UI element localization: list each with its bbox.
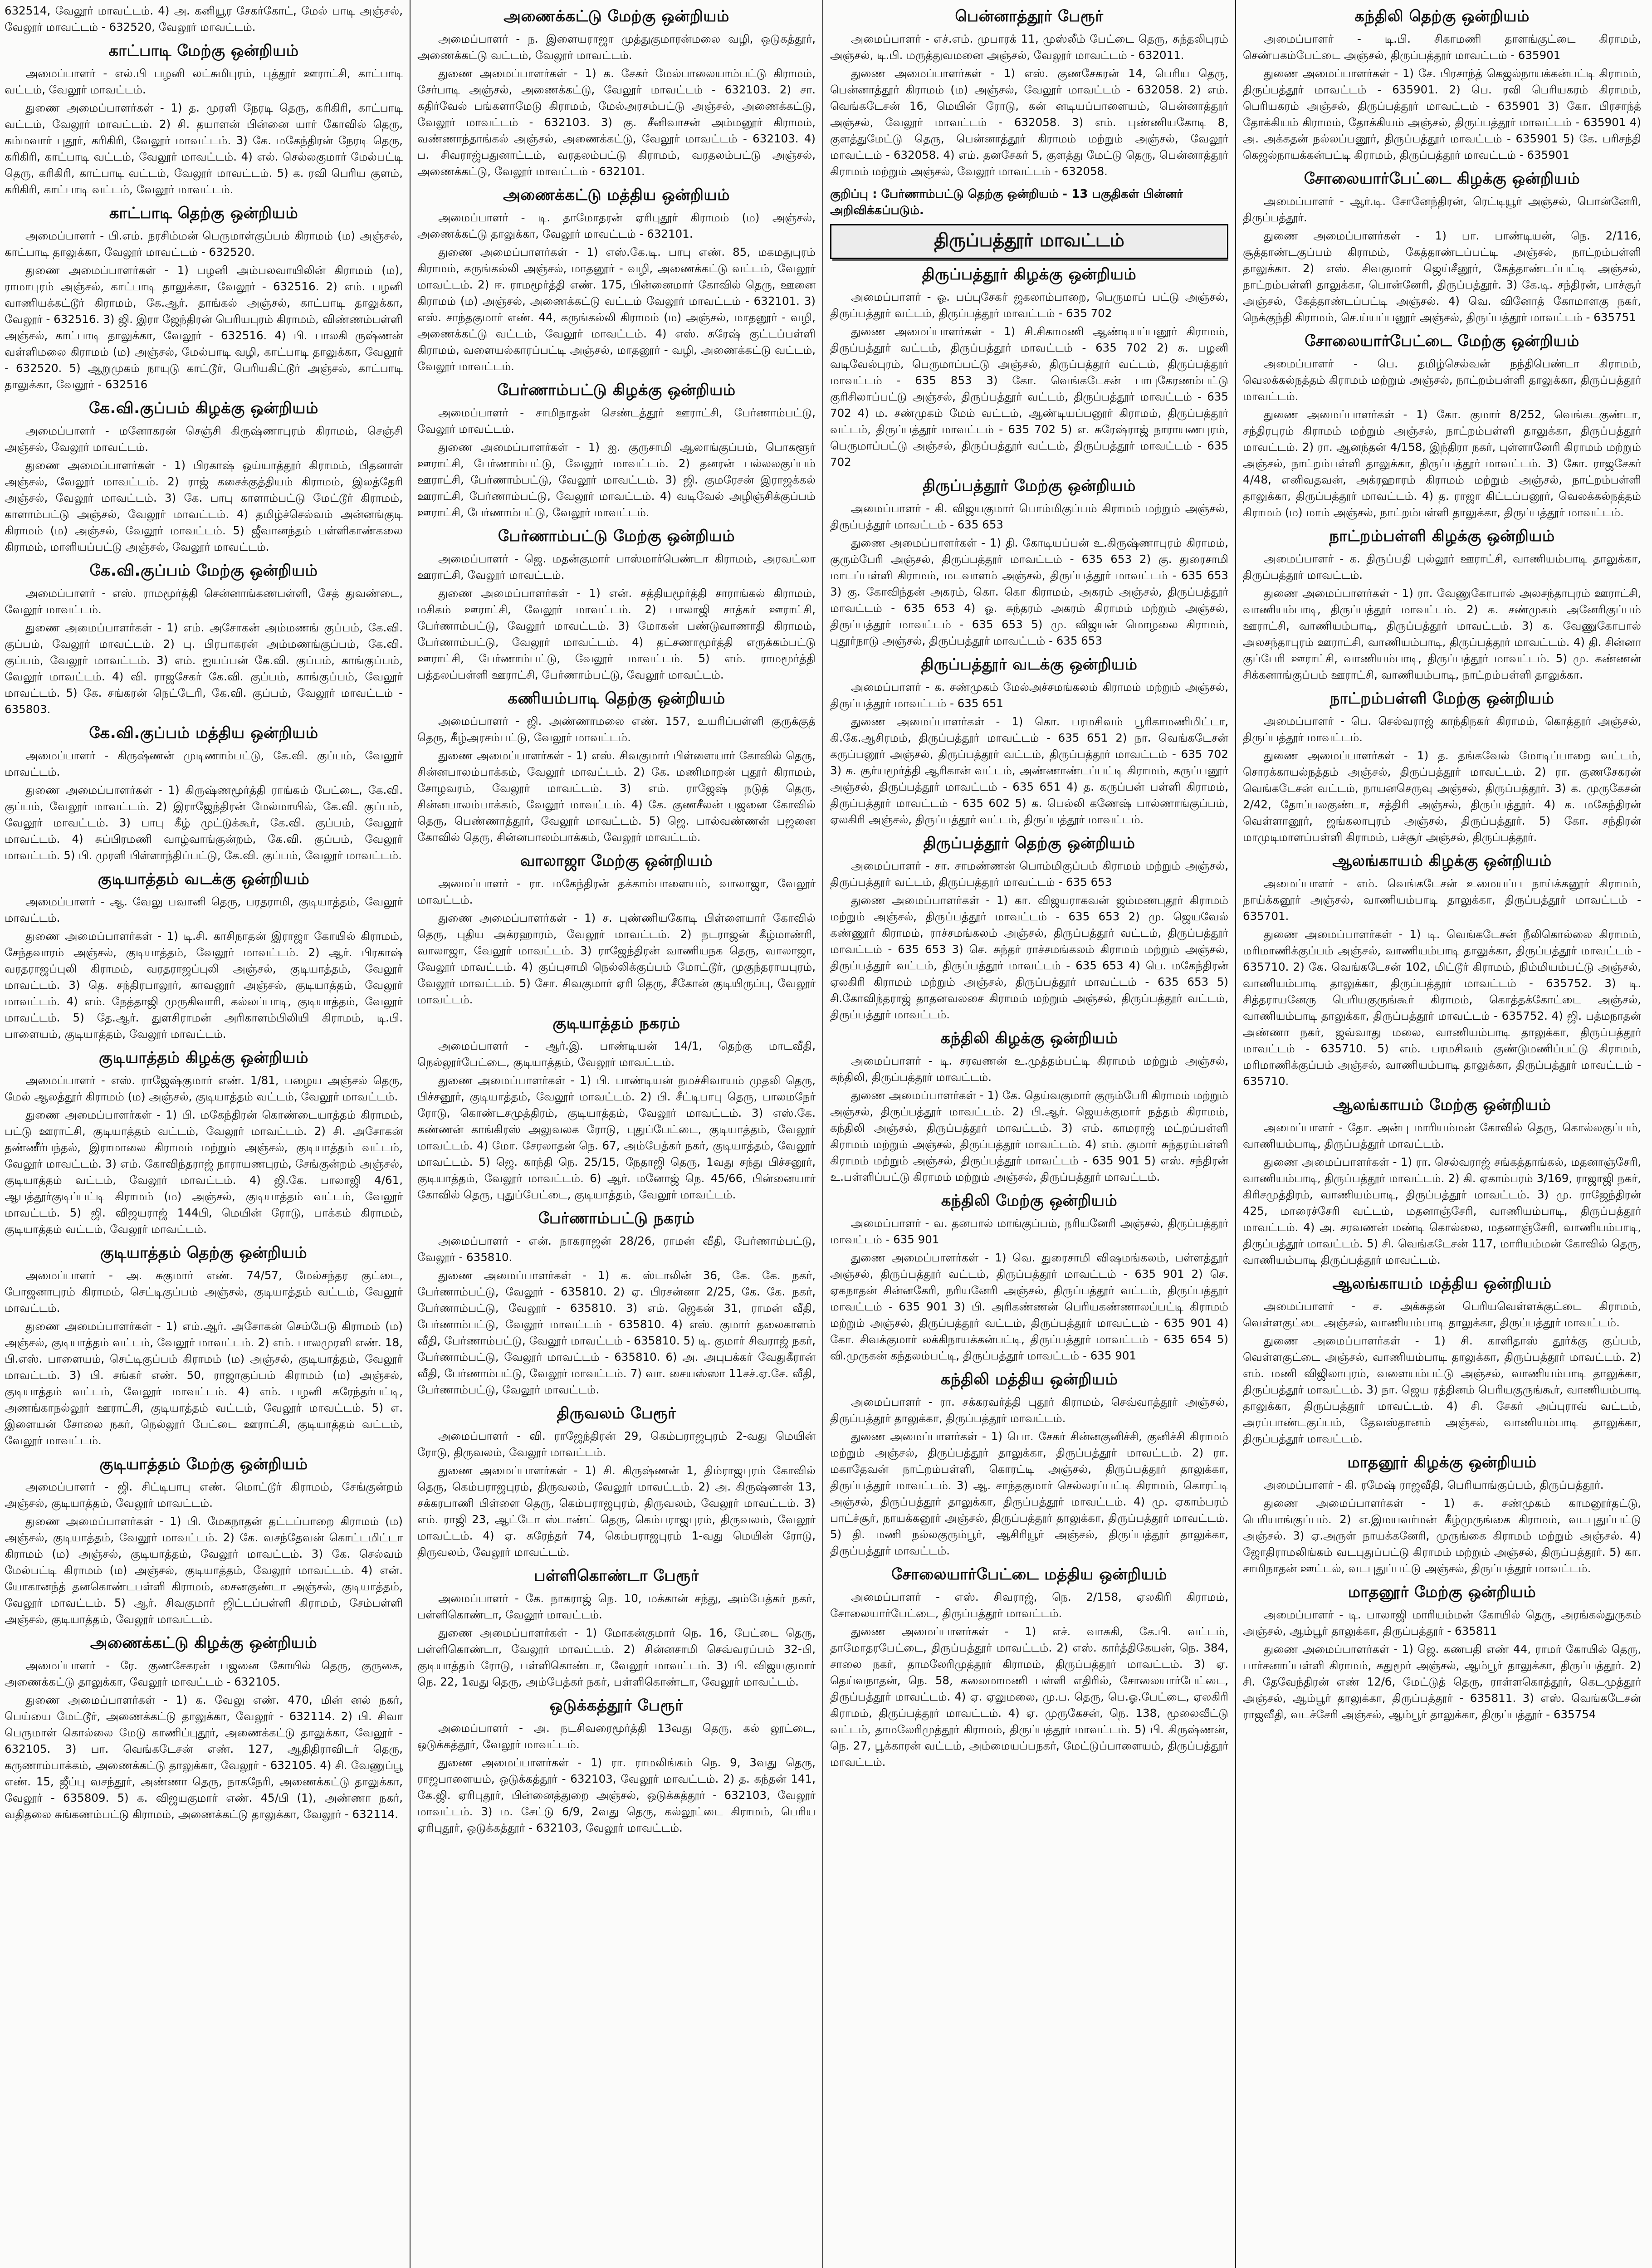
organizer-text: அமைப்பாளர் - எச்.எம். முபாரக் 11, முஸ்லீம் பேட்டை தெரு, சுந்தலிபுரம் அஞ்சல், டி.பி. மருத்துவமனை அஞ்சல், வேலூர் மாவட்டம் - 632011.	[830, 32, 1228, 62]
organizer-text: அமைப்பாளர் - ஓ. பப்புசேகர் ஜகலாம்பாறை, பெருமாப் பட்டு அஞ்சல், திருப்பத்தூர் வட்டம், திருப்பத்தூர் மாவட்டம் - 635 702	[830, 290, 1228, 320]
section	[417, 852, 816, 1008]
deputy-organizers-text: துணை அமைப்பாளர்கள் - 1) பி. மேகநாதன் தட்டப்பாறை கிராமம் (ம) அஞ்சல், குடியாத்தம், வேலூர் மாவட்டம். 2) கே. வசந்தேவன் கொட்டமிட்டா கிராமம் (ம) அஞ்சல், குடியாத்தம், வேலூர் மாவட்டம். 3) கே. செல்வம் மேல்பட்டி கிராமம் (ம) அஞ்சல், குடியாத்தம், வேலூர் மாவட்டம். 4) என். யோகானந்த் தனகொண்டபள்ளி கிராமம், சைனகுண்டா அஞ்சல், குடியாத்தம், வேலூர் மாவட்டம். 5) ஆர். சிவகுமார் ஜிட்டப்பள்ளி கிராமம், சேம்பள்ளி அஞ்சல், குடியாத்தம், வேலூர் மாவட்டம்.	[5, 1515, 403, 1626]
deputy-organizers-text: துணை அமைப்பாளர்கள் - 1) சி.சிகாமணி ஆண்டியப்பனூர் கிராமம், திருப்பத்தூர் வட்டம், திருப்பத்தூர் மாவட்டம் - 635 702 2) சு. பழனி வடிவேல்புரம், பெருமாப்பட்டு அஞ்சல், திருப்பத்தூர் வட்டம், திருப்பத்தூர் மாவட்டம் - 635 853 3) கோ. வெங்கடேசன் பாபுகேரணம்பட்டு குரிசிலாப்பட்டு அஞ்சல், திருப்பத்தூர் வட்டம், திருப்பத்தூர் மாவட்டம் - 635 702 4) ம. சண்முகம் மேம் வட்டம், ஆண்டியப்பனூர் கிராமம், திருப்பத்தூர் வட்டம், திருப்பத்தூர் மாவட்டம் - 635 702 5) எ. சுரேஷ்ராஜ் நாராயணபுரம், பெருமாப்பட்டு அஞ்சல், திருப்பத்தூர் வட்டம், திருப்பத்தூர் மாவட்டம் - 635 702	[830, 325, 1228, 469]
deputy-organizers-text: துணை அமைப்பாளர்கள் - 1) ரா. செல்வராஜ் சங்கத்தாங்கல், மதனாஞ்சேரி, வாணியம்பாடி, திருப்பத்தூர் மாவட்டம். 2) கி. ஏகாம்பரம் 3/169, ராஜாஜி நகர், கிரிசமுத்திரம், வாணியம்பாடி, திருப்பத்தூர் மாவட்டம். 3) மு. ராஜேந்திரன் 425, மாரைச்சேரி வட்டம், மதனாஞ்சேரி, வாணியம்பாடி, திருப்பத்தூர் மாவட்டம். 4) அ. சரவணன் மண்டி கொல்லை, மதனாஞ்சேரி, வாணியம்பாடி, திருப்பத்தூர் மாவட்டம். 5) சி. வெங்கடேசன் 117, மாரியம்மன் கோவில் தெரு, வாணியம்பாடி திருப்பத்தூர் மாவட்டம்.	[1243, 1155, 1641, 1266]
column-3	[830, 3, 1228, 2268]
column-divider	[1235, 0, 1236, 2268]
organizer-text: அமைப்பாளர் - ஜி. அண்ணாமலை எண். 157, உயரிப்பள்ளி குருக்குத் தெரு, கீழ்அரசம்பட்டு, வேலூர் மாவட்டம்.	[417, 714, 816, 744]
section	[5, 724, 403, 864]
section	[1243, 332, 1641, 521]
organizer-text: அமைப்பாளர் - ரா. சக்கரவர்த்தி புதூர் கிராமம், செவ்வாத்தூர் அஞ்சல், திருப்பத்தூர் தாலுக்கா, திருப்பத்தூர் மாவட்டம்.	[830, 1395, 1228, 1425]
deputy-organizers-text: துணை அமைப்பாளர்கள் - 1) எம்.ஆர். அசோகன் செம்பேடு கிராமம் (ம) அஞ்சல், குடியாத்தம் வட்டம், வேலூர் மாவட்டம். 2) எம். பாலமுரளி எண். 18, பி.எஸ். பாளையம், செட்டிகுப்பம் கிராமம் (ம) அஞ்சல், குடியாத்தம், வேலூர் மாவட்டம். 3) பி. சங்கர் எண். 50, ராஜாகுப்பம் கிராமம் (ம) அஞ்சல், குடியாத்தம் வட்டம், வேலூர் மாவட்டம். 4) எம். பழனி சுரேந்தர்பட்டி, அணங்காநல்லூர் ஊராட்சி, குடியாத்தம் வட்டம், வேலூர் மாவட்டம். 5) எ. இளையன் சோலை நகர், நெல்லூர் பேட்டை ஊராட்சி, குடியாத்தம் வட்டம், வேலூர் மாவட்டம்.	[5, 1320, 403, 1447]
section	[417, 689, 816, 846]
note-text: குறிப்பு : பேர்ணாம்பட்டு தெற்கு ஒன்றியம் - 13 பகுதிகள் பின்னர் அறிவிக்கப்படும்.	[830, 187, 1183, 217]
section-title: ஒடுக்கத்தூர் பேரூர்	[549, 1696, 684, 1715]
section	[830, 834, 1228, 1023]
organizer-text: அமைப்பாளர் - கி. விஜயகுமார் பொம்மிகுப்பம் கிராமம் மற்றும் அஞ்சல், திருப்பத்தூர் மாவட்டம் - 635 653	[830, 502, 1228, 531]
section	[5, 399, 403, 555]
section-title: திருப்பத்தூர் கிழக்கு ஒன்றியம்	[922, 265, 1137, 284]
deputy-organizers-text: துணை அமைப்பாளர்கள் - 1) என். சத்தியமூர்த்தி சாராங்கல் கிராமம், மசிகம் ஊராட்சி, வேலூர் மாவட்டம். 2) பாலாஜி சாத்கர் ஊராட்சி, பேர்ணாம்பட்டு, வேலூர் மாவட்டம். 3) மோகன் பண்டுவாணாதி கிராமம், பேர்ணாம்பட்டு, வேலூர் மாவட்டம். 4) தட்சணாமூர்த்தி எருக்கம்பட்டு ஊராட்சி, பேர்ணாம்பட்டு, வேலூர் மாவட்டம். 5) எம். ராமமூர்த்தி பத்தலப்பள்ளி ஊராட்சி, பேர்ணாம்பட்டு, வேலூர் மாவட்டம்.	[417, 587, 816, 681]
organizer-text: அமைப்பாளர் - எம். வெங்கடேசன் உமையப்ப நாய்க்கனூர் கிராமம், நாய்க்கனூர் அஞ்சல், வாணியம்பாடி தாலுக்கா, திருப்பத்தூர் மாவட்டம் - 635701.	[1243, 877, 1641, 923]
deputy-organizers-text: துணை அமைப்பாளர்கள் - 1) வெ. துரைசாமி விஷமங்கலம், பள்ளத்தூர் அஞ்சல், திருப்பத்தூர் வட்டம், திருப்பத்தூர் மாவட்டம் - 635 901 2) செ. ஏகநாதன் சின்னகேரி, நரியனேரி அஞ்சல், திருப்பத்தூர் வட்டம், திருப்பத்தூர் மாவட்டம் - 635 901 3) பி. அரிகண்ணன் பெரியகண்ணாலப்பட்டி கிராமம் மற்றும் அஞ்சல், திருப்பத்தூர் வட்டம், திருப்பத்தூர் மாவட்டம் - 635 901 4) கோ. சிவக்குமார் லக்கிநாயக்கன்பட்டி, திருப்பத்தூர் மாவட்டம் - 635 654 5) வி.முருகன் கந்தலம்பட்டி, திருப்பத்தூர் மாவட்டம் - 635 901	[830, 1251, 1228, 1362]
deputy-organizers-text: துணை அமைப்பாளர்கள் - 1) ஐ. குருசாமி ஆலாங்குப்பம், பொகளூர் ஊராட்சி, பேர்ணாம்பட்டு, வேலூர் மாவட்டம். 2) தனரன் பல்லலகுப்பம் ஊராட்சி, பேர்ணாம்பட்டு, வேலூர் மாவட்டம். 3) ஜி. குமரேசன் இராஜக்கல் ஊராட்சி, பேர்ணாம்பட்டு, வேலூர் மாவட்டம். 4) வடிவேல் அழிஞ்சிக்குப்பம் ஊராட்சி, பேர்ணாம்பட்டு, வேலூர் மாவட்டம்.	[417, 440, 816, 519]
section-title: கந்திலி தெற்கு ஒன்றியம்	[1354, 7, 1530, 25]
section	[5, 204, 403, 393]
organizer-text: அமைப்பாளர் - என். நாகராஜன் 28/26, ராமன் வீதி, பேர்ணாம்பட்டு, வேலூர் - 635810.	[417, 1234, 816, 1264]
organizer-text: அமைப்பாளர் - ஜி. சிட்டிபாபு எண். மொட்டூர் கிராமம், சேங்குன்றம் அஞ்சல், குடியாத்தம், வேலூர் மாவட்டம்.	[5, 1480, 403, 1510]
organizer-text: அமைப்பாளர் - ஆ. வேலு பவானி தெரு, பரதராமி, குடியாத்தம், வேலூர் மாவட்டம்.	[5, 895, 403, 924]
section-title: பேர்ணாம்பட்டு மேற்கு ஒன்றியம்	[498, 527, 735, 545]
section-title: நாட்றம்பள்ளி கிழக்கு ஒன்றியம்	[1329, 527, 1555, 545]
section-title: அணைக்கட்டு மத்திய ஒன்றியம்	[503, 186, 730, 204]
organizer-text: அமைப்பாளர் - ந. இளையராஜா முத்துகுமாரன்மலை வழி, ஒடுகத்தூர், அணைக்கட்டு வட்டம், வேலூர் மாவட்டம்.	[417, 32, 816, 62]
section	[417, 381, 816, 521]
organizer-text: அமைப்பாளர் - தோ. அன்பு மாரியம்மன் கோவில் தெரு, கொல்லகுப்பம், வாணியம்பாடி, திருப்பத்தூர் மாவட்டம்.	[1243, 1121, 1641, 1150]
organizer-text: அமைப்பாளர் - சாமிநாதன் செண்டத்தூர் ஊராட்சி, பேர்ணாம்பட்டு, வேலூர் மாவட்டம்.	[417, 406, 816, 435]
organizer-text: அமைப்பாளர் - எஸ். ராமமூர்த்தி சென்னாங்கணபள்ளி, சேத் துவண்டை, வேலூர் மாவட்டம்.	[5, 587, 403, 616]
section-title: ஆலங்காயம் மத்திய ஒன்றியம்	[1332, 1275, 1552, 1293]
column-divider	[822, 0, 823, 2268]
deputy-organizers-text: துணை அமைப்பாளர்கள் - 1) பழனி அம்பலவாயிலின் கிராமம் (ம), ராமாபுரம் அஞ்சல், காட்பாடி தாலுக்கா, வேலூர் - 632516. 2) எம். பழனி வாணியக்கட்டூர் கிராமம், கே.ஆர். தாங்கல் அஞ்சல், காட்பாடி தாலுக்கா, வேலூர் - 632516. 3) ஜி. இரா ஜேந்திரன் பெரியபுரம் கிராமம், விண்ணம்பள்ளி அஞ்சல், காட்பாடி தாலுக்கா, வேலூர் - 632516. 4) பி. பாலகி ருஷ்ணன் வள்ளிமலை கிராமம் (ம) அஞ்சல், மேல்பாடி வழி, காட்பாடி தாலுக்கா, வேலூர் - 632520. 5) ஆறுமுகம் நாயுடு காட்டூர், பெரியகிட்டூர் அஞ்சல், காட்பாடி தாலுக்கா, வேலூர் - 632516	[5, 264, 403, 391]
organizer-text: அமைப்பாளர் - டி.பி. சிகாமணி தாளங்குட்டை கிராமம், செண்பகம்பேட்டை அஞ்சல், திருப்பத்தூர் மாவட்டம் - 635901	[1243, 32, 1641, 62]
section-title: குடியாத்தம் மேற்கு ஒன்றியம்	[99, 1455, 308, 1473]
section-title: கந்திலி கிழக்கு ஒன்றியம்	[940, 1029, 1118, 1047]
organizer-text: அமைப்பாளர் - அ. சுகுமார் எண். 74/57, மேல்சந்தர குட்டை, போஜனாபுரம் கிராமம், செட்டிகுப்பம் அஞ்சல், குடியாத்தம் வட்டம், வேலூர் மாவட்டம்.	[5, 1269, 403, 1315]
organizer-text: அமைப்பாளர் - பெ. செல்வராஜ் காந்திநகர் கிராமம், கொத்தூர் அஞ்சல், திருப்பத்தூர் மாவட்டம்.	[1243, 714, 1641, 744]
section	[5, 42, 403, 198]
section-title: நாட்றம்பள்ளி மேற்கு ஒன்றியம்	[1329, 689, 1554, 708]
section	[417, 1014, 816, 1203]
organizer-text: அமைப்பாளர் - ஜெ. மதன்குமார் பாஸ்மார்பெண்டா கிராமம், அரவட்லா ஊராட்சி, வேலூர் மாவட்டம்.	[417, 552, 816, 582]
section	[417, 1404, 816, 1560]
organizer-text: அமைப்பாளர் - க. சண்முகம் மேல்அச்சமங்கலம் கிராமம் மற்றும் அஞ்சல், திருப்பத்தூர் மாவட்டம் - 635 651	[830, 680, 1228, 710]
section-title: காட்பாடி மேற்கு ஒன்றியம்	[108, 42, 299, 60]
section-title: திருப்பத்தூர் மேற்கு ஒன்றியம்	[923, 477, 1136, 495]
section	[417, 186, 816, 375]
deputy-organizers-text: துணை அமைப்பாளர்கள் - 1) த. தங்கவேல் மோடிப்பாறை வட்டம், சொரக்காயல்நத்தம் அஞ்சல், திருப்பத்தூர் மாவட்டம். 2) ரா. குணசேகரன் வெங்கடேசன் வட்டம், நாயனசெருவு அஞ்சல், திருப்பத்தூர். 3) க. முருகேசன் 2/42, தோப்பலகுண்டா, சத்திரி அஞ்சல், திருப்பத்தூர். 4) க. மகேந்திரன் வெள்ளானூர், ஜங்கலாபுரம் அஞ்சல், திருப்பத்தூர். 5) கோ. சந்திரன் மாமுடிமாளப்பள்ளி கிராமம், பச்சூர் அஞ்சல், திருப்பத்தூர்.	[1243, 749, 1641, 844]
deputy-organizers-text: துணை அமைப்பாளர்கள் - 1) எஸ். சிவகுமார் பிள்ளையார் கோவில் தெரு, சின்னபாலம்பாக்கம், வேலூர் மாவட்டம். 2) கே. மணிமாறன் புதூர் கிராமம், சோழவரம், வேலூர் மாவட்டம். 3) எம். ராஜேஷ் நடுத் தெரு, சின்னபாலம்பாக்கம், வேலூர் மாவட்டம். 4) கே. குணசீலன் பஜனை கோவில் தெரு, பெண்ணாத்தூர், வேலூர் மாவட்டம். 5) ஜெ. பால்வண்ணன் பஜனை கோவில் தெரு, சின்னபாலம்பாக்கம், வேலூர் மாவட்டம்.	[417, 749, 816, 844]
column-divider	[410, 0, 411, 2268]
organizer-text: அமைப்பாளர் - ச. அக்சுதன் பெரியவெள்ளக்குட்டை கிராமம், வெள்ளகுட்டை அஞ்சல், வாணியம்பாடி தாலுக்கா, திருப்பத்தூர் மாவட்டம்.	[1243, 1300, 1641, 1329]
section	[830, 477, 1228, 649]
deputy-organizers-text: துணை அமைப்பாளர்கள் - 1) கிருஷ்ணமூர்த்தி ராங்கம் பேட்டை, கே.வி. குப்பம், வேலூர் மாவட்டம். 2) இராஜேந்திரன் மேல்மாயில், கே.வி. குப்பம், வேலூர் மாவட்டம். 3) பாபு கீழ் முட்டுக்கூர், கே.வி. குப்பம், வேலூர் மாவட்டம். 4) சுப்பிரமணி வாழ்வாங்குன்றம், கே.வி. குப்பம், வேலூர் மாவட்டம். 5) பி. முரளி பிள்ளாந்திப்பட்டு, கே.வி. குப்பம், வேலூர் மாவட்டம்.	[5, 783, 403, 862]
organizer-text: அமைப்பாளர் - அ. நடசிவரைமூர்த்தி 13வது தெரு, கல் லூட்டை, ஒடுக்கத்தூர், வேலூர் மாவட்டம்.	[417, 1721, 816, 1751]
organizer-text: அமைப்பாளர் - வ. தனபால் மாங்குப்பம், நரியனேரி அஞ்சல், திருப்பத்தூர் மாவட்டம் - 635 901	[830, 1217, 1228, 1246]
deputy-organizers-text: துணை அமைப்பாளர்கள் - 1) கே. தெய்வகுமார் குரும்பேரி கிராமம் மற்றும் அஞ்சல், திருப்பத்தூர் மாவட்டம். 2) பி.ஆர். ஜெயக்குமார் நத்தம் கிராமம், கந்திலி அஞ்சல், திருப்பத்தூர் மாவட்டம். 3) எம். காமராஜ் மட்றப்பள்ளி கிராமம் மற்றும் அஞ்சல், திருப்பத்தூர் மாவட்டம். 4) எம். குமார் சுந்தரம்பள்ளி கிராமம் மற்றும் அஞ்சல், திருப்பத்தூர் மாவட்டம் - 635 901 5) எஸ். சந்திரன் உ.பள்ளிப்பட்டு கிராமம் மற்றும் அஞ்சல், திருப்பத்தூர் மாவட்டம்.	[830, 1089, 1228, 1183]
section-title: குடியாத்தம் நகரம்	[552, 1014, 680, 1032]
section	[830, 1029, 1228, 1185]
section	[1243, 689, 1641, 846]
deputy-organizers-text: துணை அமைப்பாளர்கள் - 1) பொ. சேகர் சின்னகுனிச்சி, குனிச்சி கிராமம் மற்றும் அஞ்சல், திருப்பத்தூர் தாலுக்கா, திருப்பத்தூர் மாவட்டம். 2) ரா. மகாதேவன் நாட்றம்பள்ளி, கொரட்டி அஞ்சல், திருப்பத்தூர் தாலுக்கா, திருப்பத்தூர் மாவட்டம். 3) ஆ. சாந்தகுமார் செல்லரப்பட்டி கிராமம், கொரட்டி அஞ்சல், திருப்பத்தூர் தாலுக்கா, திருப்பத்தூர் மாவட்டம். 4) மு. ஏகாம்பரம் பாட்ச்சூர், நாயக்கனூர் அஞ்சல், திருப்பத்தூர் தாலுக்கா, திருப்பத்தூர் மாவட்டம். 5) தி. மணி நல்லகுரும்பூர், ஆசிரியூர் அஞ்சல், திருப்பத்தூர் தாலுக்கா, திருப்பத்தூர் மாவட்டம்.	[830, 1430, 1228, 1557]
organizer-text: அமைப்பாளர் - பெ. தமிழ்செல்வன் நந்திபெண்டா கிராமம், வெலக்கல்நத்தம் கிராமம் மற்றும் அஞ்சல், நாட்றம்பள்ளி தாலுக்கா, திருப்பத்தூர் மாவட்டம்.	[1243, 357, 1641, 403]
organizer-text: அமைப்பாளர் - சா. சாமண்ணன் பொம்மிகுப்பம் கிராமம் மற்றும் அஞ்சல், திருப்பத்தூர் வட்டம், திருப்பத்தூர் மாவட்டம் - 635 653	[830, 859, 1228, 889]
deputy-organizers-text: துணை அமைப்பாளர்கள் - 1) ஜெ. கணபதி எண் 44, ராமர் கோயில் தெரு, பார்சனாப்பள்ளி கிராமம், சுதுமூர் அஞ்சல், ஆம்பூர் தாலுக்கா, திருப்பத்தூர். 2) சி. தேவேந்திரன் எண் 12/6, மேட்டுத் தெரு, ராள்ளகொத்தூர், கெடமுத்தூர் அஞ்சல், ஆம்பூர் தாலுக்கா, திருப்பத்தூர் - 635811. 3) எஸ். வெங்கடேசன் ராஜவீதி, வடச்சேரி அஞ்சல், ஆம்பூர் தாலுக்கா, திருப்பத்தூர் - 635754	[1243, 1642, 1641, 1721]
deputy-organizers-text: துணை அமைப்பாளர்கள் - 1) கோ. குமார் 8/252, வெங்கடகுண்டா, சந்திரபுரம் கிராமம் மற்றும் அஞ்சல், நாட்றம்பள்ளி தாலுக்கா, திருப்பத்தூர் மாவட்டம். 2) ரா. ஆனந்தன் 4/158, இந்திரா நகர், புள்ளானேரி கிராமம் மற்றும் அஞ்சல், நாட்றம்பள்ளி தாலுக்கா, திருப்பத்தூர் மாவட்டம். 3) கோ. ராஜசேகர் 4/48, எனிவதவன், அக்ரஹாரம் கிராமம் மற்றும் அஞ்சல், நாட்றம்பள்ளி தாலுக்கா, திருப்பத்தூர் மாவட்டம். 4) த. ராஜா கிட்டப்பனூர், வெலக்கல்நத்தம் கிராமம் (ம) மாம் அஞ்சல், நாட்றம்பள்ளி தாலுக்கா, திருப்பத்தூர் மாவட்டம்.	[1243, 408, 1641, 519]
deputy-organizers-text: துணை அமைப்பாளர்கள் - 1) எஸ்.கே.டி. பாபு எண். 85, மகமதுபுரம் கிராமம், கருங்கல்லி அஞ்சல், மாதனூர் - வழி, அணைக்கட்டு வட்டம், வேலூர் மாவட்டம். 2) ஈ. ராமமூர்த்தி எண். 175, பின்னைமார் கோவில் தெரு, ஊனை கிராமம் (ம) அஞ்சல், அணைக்கட்டு வட்டம் வேலூர் மாவட்டம் - 632101. 3) எஸ். சாந்தகுமார் எண். 44, கருங்கல்லி கிராமம் (ம) அஞ்சல், மாதனூர் - வழி, அணைக்கட்டு வட்டம், வேலூர் மாவட்டம். 4) எஸ். சுரேஷ் குட்டப்பள்ளி கிராமம், வளையல்காரப்பட்டி அஞ்சல், மாதனூர் - வழி, அணைக்கட்டு வட்டம், வேலூர் மாவட்டம்.	[417, 245, 816, 373]
section	[830, 1370, 1228, 1559]
deputy-organizers-text: துணை அமைப்பாளர்கள் - 1) கொ. பரமசிவம் பூரிகாமணிமிட்டா, கி.கே.ஆசிரமம், திருப்பத்தூர் மாவட்டம் - 635 651 2) நா. வெங்கடேசன் கருப்பனூர் அஞ்சல், திருப்பத்தூர் வட்டம், திருப்பத்தூர் மாவட்டம் - 635 702 3) சு. சூர்யமூர்த்தி ஆரிகான் வட்டம், அண்ணாண்டப்பட்டி கிராமம், கருப்பனூர் அஞ்சல், திருப்பத்தூர் மாவட்டம் - 635 651 4) த. கருப்பன் பள்ளி கிராமம், திருப்பத்தூர் மாவட்டம் - 635 602 5) க. பெல்லி கணேஷ் பால்ணாங்குப்பம், ஏலகிரி அஞ்சல், திருப்பத்தூர் வட்டம், திருப்பத்தூர் மாவட்டம்.	[830, 715, 1228, 826]
organizer-text: அமைப்பாளர் - ஆர்.இ. பாண்டியன் 14/1, தெற்கு மாடவீதி, நெல்லூர்பேட்டை, குடியாத்தம், வேலூர் மாவட்டம்.	[417, 1039, 816, 1069]
section-title: பேர்ணாம்பட்டு கிழக்கு ஒன்றியம்	[497, 381, 736, 399]
deputy-organizers-text: துணை அமைப்பாளர்கள் - 1) டி. வெங்கடேசன் நீலிகொல்லை கிராமம், மரிமாணிக்குப்பம் அஞ்சல், வாணியம்பாடி தாலுக்கா, திருப்பத்தூர் மாவட்டம் - 635710. 2) கே. வெங்கடேசன் 102, மிட்டூர் கிராமம், நிம்மியம்பட்டு அஞ்சல், வாணியம்பாடி தாலுக்கா, திருப்பத்தூர் மாவட்டம் - 635752. 3) டி. சித்தராயனேரு பெரியகுருங்கூர் கிராமம், கொத்தக்கோட்டை அஞ்சல், வாணியம்பாடி தாலுக்கா, திருப்பத்தூர் மாவட்டம் - 635752. 4) ஜி. பத்மநாதன் அண்ணா நகர், ஜவ்வாது மலை, வாணியம்பாடி தாலுக்கா, திருப்பத்தூர் மாவட்டம் - 635710. 5) எம். பரமசிவம் குண்டுமணிப்பட்டு கிராமம், மரிமாணிக்குப்பம் அஞ்சல், வாணியம்பாடி தாலுக்கா, திருப்பத்தூர் மாவட்டம் - 635710.	[1243, 928, 1641, 1088]
deputy-organizers-text: துணை அமைப்பாளர்கள் - 1) க. சேகர் மேல்பாலையாம்பட்டு கிராமம், சேர்பாடி அஞ்சல், அணைக்கட்டு, வேலூர் மாவட்டம் - 632103. 2) சா. கதிர்வேல் பங்களாமேடு கிராமம், மேல்அரசம்பட்டு அஞ்சல், அணைக்கட்டு, வேலூர் மாவட்டம் - 632103. 3) கு. சீனிவாசன் அம்மனூர் கிராமம், வண்ணாந்தாங்கல் அஞ்சல், அணைக்கட்டு, வேலூர் மாவட்டம் - 632103. 4) ப. சிவராஜ்பதுனாட்டம், வரதலம்பட்டு கிராமம், வரதலம்பட்டு அஞ்சல், அணைக்கட்டு, வேலூர் மாவட்டம் - 632101.	[417, 67, 816, 178]
section	[417, 1209, 816, 1398]
deputy-organizers-text: துணை அமைப்பாளர்கள் - 1) தி. கோடியப்பன் உ.கிருஷ்ணாபுரம் கிராமம், குரும்பேரி அஞ்சல், திருப்பத்தூர் மாவட்டம் - 635 653 2) கு. துரைசாமி மாடப்பள்ளி கிராமம், மடவாளம் அஞ்சல், திருப்பத்தூர் மாவட்டம் - 635 653 3) கு. கோவிந்தன் அகரம், கொ. கொ கிராமம், அகரம் அஞ்சல், திருப்பத்தூர் மாவட்டம் - 635 653 4) ஓ. சுந்தரம் அகரம் கிராமம் மற்றும் அஞ்சல், திருப்பத்தூர் மாவட்டம் - 635 653 5) மு. விஜயன் மொழலை கிராமம், புதூர்நாடு அஞ்சல், திருப்பத்தூர் மாவட்டம் - 635 653	[830, 536, 1228, 647]
section	[830, 1565, 1228, 1770]
section	[1243, 852, 1641, 1090]
deputy-organizers-text: துணை அமைப்பாளர்கள் - 1) எம். அசோகன் அம்மணங் குப்பம், கே.வி. குப்பம், வேலூர் மாவட்டம். 2) பு. பிரபாகரன் அம்மணங்குப்பம், கே.வி. குப்பம், வேலூர் மாவட்டம். 3) எம். ஐயப்பன் கே.வி. குப்பம், காங்குப்பம், வேலூர் மாவட்டம். 4) வி. ராஜசேகர் கே.வி. குப்பம், காங்குப்பம், வேலூர் மாவட்டம். 5) கே. சங்கரன் நெட்டேரி, கே.வி. குப்பம், வேலூர் மாவட்டம் - 635803.	[5, 621, 403, 716]
section	[417, 1567, 816, 1690]
organizer-text: அமைப்பாளர் - டி. தாமோதரன் ஏரிபுதூர் கிராமம் (ம) அஞ்சல், அணைக்கட்டு தாலுக்கா, வேலூர் மாவட்டம் - 632101.	[417, 211, 816, 240]
section	[830, 1192, 1228, 1364]
organizer-text: அமைப்பாளர் - எல்.பி பழனி லட்சுமிபுரம், புத்தூர் ஊராட்சி, காட்பாடி வட்டம், வேலூர் மாவட்டம்.	[5, 67, 403, 96]
section-title: கே.வி.குப்பம் மத்திய ஒன்றியம்	[89, 724, 318, 742]
organizer-text: அமைப்பாளர் - ஆர்.டி. சோனேந்திரன், ரெட்டியூர் அஞ்சல், பொன்னேரி, திருப்பத்தூர்.	[1243, 195, 1641, 224]
deputy-organizers-text: துணை அமைப்பாளர்கள் - 1) பா. பாண்டியன், நெ. 2/116, சூத்தாண்டகுப்பம் கிராமம், கேத்தாண்டப்பட்டி அஞ்சல், நாட்றம்பள்ளி தாலுக்கா. 2) எஸ். சிவகுமார் ஜெய்சீனூர், கேத்தாண்டப்பட்டி அஞ்சல், நாட்றம்பள்ளி தாலுக்கா, பொன்னேரி, திருப்பத்தூர். 3) கே.டி. சந்திரன், பாச்சூர் அஞ்சல், கேத்தாண்டப்பட்டி அஞ்சல். 4) வெ. வினோத் கோமாளகு நகர், நெக்குந்தி கிராமம், செ.ய்யப்பனூர் அஞ்சல், திருப்பத்தூர் மாவட்டம் - 635751	[1243, 229, 1641, 324]
section-title: பேர்ணாம்பட்டு நகரம்	[538, 1209, 695, 1227]
organizer-text: அமைப்பாளர் - கே. நாகராஜ் நெ. 10, மக்கான் சந்து, அம்பேத்கர் நகர், பள்ளிகொண்டா, வேலூர் மாவட்டம்.	[417, 1592, 816, 1621]
organizer-text: அமைப்பாளர் - ரே. குணசேகரன் பஜனை கோயில் தெரு, குருகை, அணைக்கட்டு தாலுக்கா, வேலூர் மாவட்டம் - 632105.	[5, 1659, 403, 1688]
section	[5, 870, 403, 1042]
deputy-organizers-text: துணை அமைப்பாளர்கள் - 1) சே. பிரசாந்த் கெஜல்நாயக்கன்பட்டி கிராமம், திருப்பத்தூர் மாவட்டம் - 635901. 2) பெ. ரவி பெரியகரம் கிராமம், பெரியகரம் அஞ்சல், திருப்பத்தூர் மாவட்டம் - 635901 3) கோ. பிரசாந்த் தோக்கியம் கிராமம், தோக்கியம் அஞ்சல், திருப்பத்தூர் மாவட்டம் - 635901 4) அ. அக்கதன் நல்லப்பனூர், திருப்பத்தூர் மாவட்டம் - 635901 5) கே. பரிசந்தி கெஜல்நாயக்கன்பட்டி கிராமம், திருப்பத்தூர் மாவட்டம் - 635901	[1243, 67, 1641, 161]
district-heading: திருப்பத்தூர் மாவட்டம்	[830, 224, 1228, 259]
top-continuation	[5, 3, 403, 35]
section	[1243, 1453, 1641, 1577]
deputy-organizers-text: துணை அமைப்பாளர்கள் - 1) மோகன்குமார் நெ. 16, பேட்டை தெரு, பள்ளிகொண்டா, வேலூர் மாவட்டம். 2) சின்னசாமி செவ்வரப்பம் 32-பி, குடியாத்தம் ரோடு, பள்ளிகொண்டா, வேலூர் மாவட்டம். 3) பி. விஜயகுமார் நெ. 22, 1வது தெரு, அம்பேத்கர் நகர், பள்ளிகொண்டா, வேலூர் மாவட்டம்.	[417, 1626, 816, 1688]
section-title: அணைக்கட்டு மேற்கு ஒன்றியம்	[503, 7, 729, 25]
section-title: குடியாத்தம் தெற்கு ஒன்றியம்	[100, 1244, 308, 1262]
section-title: சோலையார்பேட்டை மத்திய ஒன்றியம்	[891, 1565, 1167, 1584]
section	[417, 7, 816, 180]
deputy-organizers-text: துணை அமைப்பாளர்கள் - 1) க. ஸ்டாலின் 36, கே. கே. நகர், பேர்ணாம்பட்டு, வேலூர் - 635810. 2) ஏ. பிரசன்னா 2/25, கே. கே. நகர், பேர்ணாம்பட்டு, வேலூர் - 635810. 3) எம். ஜெகன் 31, ராமன் வீதி, பேர்ணாம்பட்டு, வேலூர் மாவட்டம் - 635810. 4) எஸ். குமார் தலைகாளம் வீதி, பேர்ணாம்பட்டு, வேலூர் மாவட்டம் - 635810. 5) டி. குமார் சிவராஜ் நகர், பேர்ணாம்பட்டு, வேலூர் மாவட்டம் - 635810. 6) அ. அபுபக்கர் வேதுகீரான் வீதி, பேர்ணாம்பட்டு, வேலூர் மாவட்டம். 7) வா. சையஸ்ஸா 11சச்.ஏ.சே. வீதி, பேர்ணாம்பட்டு, வேலூர் மாவட்டம்.	[417, 1269, 816, 1396]
organizer-text: அமைப்பாளர் - மனோகரன் செஞ்சி கிருஷ்ணாபுரம் கிராமம், செஞ்சி அஞ்சல், வேலூர் மாவட்டம்.	[5, 424, 403, 454]
section-title: அணைக்கட்டு கிழக்கு ஒன்றியம்	[90, 1634, 318, 1652]
organizer-text: அமைப்பாளர் - க. திருப்பதி புல்லூர் ஊராட்சி, வாணியம்பாடி தாலுக்கா, திருப்பத்தூர் மாவட்டம்.	[1243, 552, 1641, 582]
section	[5, 1049, 403, 1237]
deputy-organizers-text: துணை அமைப்பாளர்கள் - 1) த. முரளி நேரடி தெரு, கரிகிரி, காட்பாடி வட்டம், வேலூர் மாவட்டம். 2) சி. தயாளன் பின்னை யார் கோவில் தெரு, கம்மவார் புதூர், கரிகிரி, வேலூர் மாவட்டம். 3) கே. மகேந்திரன் நேரடி தெரு, கரிகிரி, காட்பாடி வட்டம், வேலூர் மாவட்டம். 4) எல். செல்லகுமார் மேல்பட்டி தெரு, கரிகிரி, காட்பாடி வட்டம், வேலூர் மாவட்டம். 5) க. ரவி பெரிய குளம், கரிகிரி, காட்பாடி வட்டம், வேலூர் மாவட்டம்.	[5, 101, 403, 196]
section-title: திருப்பத்தூர் தெற்கு ஒன்றியம்	[923, 834, 1135, 852]
section	[1243, 1096, 1641, 1268]
deputy-organizers-text: துணை அமைப்பாளர்கள் - 1) பி. பாண்டியன் நமச்சிவாயம் முதலி தெரு, பிச்சனூர், குடியாத்தம், வேலூர் மாவட்டம். 2) பி. சீட்டிபாபு தெரு, பாலமநேர் ரோடு, கொண்டசமுத்திரம், குடியாத்தம், வேலூர் மாவட்டம். 3) எஸ்.கே. கண்ணன் காங்கிரஸ் அலுவலக ரோடு, புதுப்பேட்டை, குடியாத்தம், வேலூர் மாவட்டம். 4) மோ. சேரலாதன் நெ. 67, அம்பேத்கர் நகர், குடியாத்தம், வேலூர் மாவட்டம். 5) ஜெ. காந்தி நெ. 25/15, நேதாஜி தெரு, 1வது சந்து பிச்சனூர், குடியாத்தம், வேலூர் மாவட்டம். 6) ஆர். மனோஜ் நெ. 45/66, பின்னையார் கோவில் தெரு, புதுப்பேட்டை, குடியாத்தம், வேலூர் மாவட்டம்.	[417, 1074, 816, 1201]
deputy-organizers-text: துணை அமைப்பாளர்கள் - 1) சி. காளிதாஸ் தூர்க்கு குப்பம், வெள்ளகுட்டை அஞ்சல், வாணியம்பாடி தாலுக்கா, திருப்பத்தூர் மாவட்டம். 2) எம். மணி விஜிலாபுரம், வளையம்பட்டு அஞ்சல், வாணியம்பாடி தாலுக்கா, திருப்பத்தூர் மாவட்டம். 3) நா. ஜெய ரத்தினம் பெரியகுருங்கூர், வாணியம்பாடி தாலுக்கா, திருப்பத்தூர் மாவட்டம். 4) சி. சேகர் அப்புராவ் வட்டம், அரப்பாண்டகுப்பம், தேவஸ்தானம் அஞ்சல், வாணியம்பாடி தாலுக்கா, திருப்பத்தூர் மாவட்டம்.	[1243, 1334, 1641, 1445]
deputy-organizers-text: துணை அமைப்பாளர்கள் - 1) ரா. வேணுகோபால் அலசந்தாபுரம் ஊராட்சி, வாணியம்பாடி, திருப்பத்தூர் மாவட்டம். 2) க. சண்முகம் அனேரிகுப்பம் ஊராட்சி, வாணியம்பாடி, திருப்பத்தூர் மாவட்டம். 3) க. வேணுகோபால் அலசந்தாபுரம் ஊராட்சி, வாணியம்பாடி, திருப்பத்தூர் மாவட்டம். 4) தி. சின்னா குப்பேரி ஊராட்சி, வாணியம்பாடி, திருப்பத்தூர் மாவட்டம். 5) மு. கண்ணன் சிக்கனாங்குப்பம் ஊராட்சி, வாணியம்பாடி, நாட்றம்பள்ளி தாலுக்கா.	[1243, 587, 1641, 681]
section	[830, 265, 1228, 470]
section-title: சோலையார்பேட்டை மேற்கு ஒன்றியம்	[1305, 332, 1579, 350]
section	[417, 527, 816, 683]
organizer-text: அமைப்பாளர் - கிருஷ்ணன் முடிணாம்பட்டு, கே.வி. குப்பம், வேலூர் மாவட்டம்.	[5, 749, 403, 778]
section	[5, 1455, 403, 1628]
deputy-organizers-text: துணை அமைப்பாளர்கள் - 1) க. வேலு எண். 470, மின் னல் நகர், பெய்யை மேட்டூர், அணைக்கட்டு தாலுக்கா, வேலூர் - 632114. 2) பி. சிவா பெருமாள் கொல்லை மேடு காணிப்புதூர், அணைக்கட்டு தாலுக்கா, வேலூர் - 632105. 3) பா. வெங்கடேசன் எண். 127, ஆதிதிராவிடர் தெரு, கருணாம்பாக்கம், அணைக்கட்டு தாலுக்கா, வேலூர் - 632105. 4) சி. வேணுப்பூ எண். 15, ஜீப்பு வசந்தூர், அண்ணா தெரு, நாகநேரி, அணைக்கட்டு தாலுக்கா, வேலூர் - 635809. 5) க. விஜயகுமார் எண். 45/பி (1), அண்ணா நகர், வதிதலை சுங்கணம்பட்டு கிராமம், அணைக்கட்டு தாலுக்கா, வேலூர் - 632114.	[5, 1693, 403, 1821]
continuation-text: 632514, வேலூர் மாவட்டம். 4) அ. கனியூர சேகர்கோட், மேல் பாடி அஞ்சல், வேலூர் மாவட்டம் - 632520, வேலூர் மாவட்டம்.	[5, 4, 403, 34]
section-title: கே.வி.குப்பம் மேற்கு ஒன்றியம்	[89, 562, 318, 580]
section	[5, 562, 403, 718]
section-title: மாதனூர் கிழக்கு ஒன்றியம்	[1347, 1453, 1537, 1471]
section-title: திருவலம் பேரூர்	[557, 1404, 676, 1422]
deputy-organizers-text: துணை அமைப்பாளர்கள் - 1) சு. சண்முகம் காமனூர்தட்டு, பெரியாங்குப்பம். 2) எ.இமயவர்மன் கீழ்முருங்கை கிராமம், வடபுதுப்பட்டு அஞ்சல். 3) ஏ.அருள் நாயக்கனேரி, முருங்கை கிராமம் மற்றும் அஞ்சல். 4) ஜோதிராமலிங்கம் வடபுதுப்பட்டு கிராமம் மற்றும் அஞ்சல், திருப்பத்தூர். 5) கா. சாமிநாதன் ஊட்டல், வடபுதுப்பட்டு அஞ்சல், திருப்பத்தூர் மாவட்டம்.	[1243, 1496, 1641, 1575]
organizer-text: அமைப்பாளர் - எஸ். சிவராஜ், நெ. 2/158, ஏலகிரி கிராமம், சோலையார்பேட்டை, திருப்பத்தூர் மாவட்டம்.	[830, 1590, 1228, 1620]
deputy-organizers-text: துணை அமைப்பாளர்கள் - 1) ரா. ராமலிங்கம் நெ. 9, 3வது தெரு, ராஜபாளையம், ஒடுக்கத்தூர் - 632103, வேலூர் மாவட்டம். 2) த. கந்தன் 141, கே.ஜி. ஏரிபுதூர், பின்னைத்துறை அஞ்சல், ஒடுக்கத்தூர் - 632103, வேலூர் மாவட்டம். 3) ம. சேட்டு 6/9, 2வது தெரு, கல்லூட்டை கிராமம், பெரிய ஏரிபுதூர், ஒடுக்கத்தூர் - 632103, வேலூர் மாவட்டம்.	[417, 1756, 816, 1834]
column-4	[1243, 3, 1641, 2268]
section-title: கே.வி.குப்பம் கிழக்கு ஒன்றியம்	[89, 399, 318, 417]
section	[1243, 1275, 1641, 1447]
section-title: குடியாத்தம் வடக்கு ஒன்றியம்	[98, 870, 310, 888]
section	[5, 1634, 403, 1823]
organizer-text: அமைப்பாளர் - டி. சரவணன் உ.முத்தம்பட்டி கிராமம் மற்றும் அஞ்சல், கந்திலி, திருப்பத்தூர் மாவட்டம்.	[830, 1054, 1228, 1084]
section-title: காட்பாடி தெற்கு ஒன்றியம்	[109, 204, 298, 222]
section	[1243, 170, 1641, 326]
deputy-organizers-text: துணை அமைப்பாளர்கள் - 1) எச். வாசுகி, கே.பி. வட்டம், தாமோதரபேட்டை, திருப்பத்தூர் மாவட்டம். 2) எஸ். கார்த்திகேயன், நெ. 384, சாலை நகர், தாமலேரிமுத்தூர் கிராமம், திருப்பத்தூர் மாவட்டம். 3) ஏ. தெய்வநாதன், நெ. 58, கலைமாமணி பள்ளி எதிரில், சோலையார்பேட்டை, திருப்பத்தூர் மாவட்டம். 4) ஏ. ஏலுமலை, மு.ப. தெரு, பெ.ஓ.பேட்டை, ஏலகிரி கிராமம், திருப்பத்தூர் மாவட்டம். 4) ஏ. முருகேசன், நெ. 138, மூலைவீட்டு வட்டம், தாமலேரிமுத்தூர் கிராமம், திருப்பத்தூர் மாவட்டம். 5) பி. கிருஷ்ணன், நெ. 27, பூக்காரன் வட்டம், அம்மையப்பநகர், மேட்டுப்பாளையம், திருப்பத்தூர் மாவட்டம்.	[830, 1625, 1228, 1769]
deputy-organizers-text: துணை அமைப்பாளர்கள் - 1) பி. மகேந்திரன் கொண்டையாத்தம் கிராமம், பட்டு ஊராட்சி, குடியாத்தம் வட்டம், வேலூர் மாவட்டம். 2) சி. அசோகன் தண்ணீர்பந்தல், இராமாலை கிராமம் மற்றும் அஞ்சல், குடியாத்தம் வட்டம், வேலூர் மாவட்டம். 3) எம். கோவிந்தராஜ் நாராயணபுரம், சேங்குன்றம் அஞ்சல், குடியாத்தம் வட்டம், வேலூர் மாவட்டம். 4) ஜி.கே. பாலாஜி 4/61, ஆபத்தூர்குடிப்பட்டி கிராமம் (ம) அஞ்சல், குடியாத்தம் வட்டம், வேலூர் மாவட்டம். 5) ஜி. விஜயராஜ் 144பி, மெயின் ரோடு, பாக்கம் கிராமம், குடியாத்தம் வட்டம், வேலூர் மாவட்டம்.	[5, 1108, 403, 1236]
section-title: ஆலங்காயம் மேற்கு ஒன்றியம்	[1333, 1096, 1551, 1114]
section-title: பென்னாத்தூர் பேரூர்	[955, 7, 1104, 25]
deputy-organizers-text: துணை அமைப்பாளர்கள் - 1) கா. விஜயராகவன் ஜம்மணபுதூர் கிராமம் மற்றும் அஞ்சல், திருப்பத்தூர் மாவட்டம் - 635 653 2) மு. ஜெயவேல் கண்ணூர் கிராமம், ராச்சமங்கலம் அஞ்சல், திருப்பத்தூர் வட்டம், திருப்பத்தூர் மாவட்டம் - 635 653 3) செ. சுந்தர் ராச்சமங்கலம் கிராமம் மற்றும் அஞ்சல், திருப்பத்தூர் வட்டம், திருப்பத்தூர் மாவட்டம் - 635 653 4) பெ. மகேந்திரன் ஏலகிரி கிராமம் மற்றும் அஞ்சல், திருப்பத்தூர் மாவட்டம் - 635 653 5) சி.கோவிந்தராஜ் தாதனவலசை கிராமம் மற்றும் அஞ்சல், திருப்பத்தூர் வட்டம், திருப்பத்தூர் மாவட்டம்.	[830, 894, 1228, 1021]
deputy-organizers-text: துணை அமைப்பாளர்கள் - 1) எஸ். குணசேகரன் 14, பெரிய தெரு, பென்னாத்தூர் கிராமம் (ம) அஞ்சல், வேலூர் மாவட்டம் - 632058. 2) எம். வெங்கடேசன் 16, மெயின் ரோடு, கன் னடியப்பாளையம், பென்னாத்தூர் அஞ்சல், வேலூர் மாவட்டம் - 632058. 3) எம். புண்ணியகோடி 8, குளத்துமேட்டு தெரு, பென்னாத்தூர் கிராமம் மற்றும் அஞ்சல், வேலூர் மாவட்டம் - 632058. 4) எம். தனசேகர் 5, குளத்து மேட்டு தெரு, பென்னாத்தூர் கிராமம் மற்றும் அஞ்சல், வேலூர் மாவட்டம் - 632058.	[830, 67, 1228, 178]
section-title: திருப்பத்தூர் வடக்கு ஒன்றியம்	[921, 655, 1138, 674]
section-title: ஆலங்காயம் கிழக்கு ஒன்றியம்	[1332, 852, 1552, 870]
deputy-organizers-text: துணை அமைப்பாளர்கள் - 1) பிரகாஷ் ஒய்யாத்தூர் கிராமம், பிதனாள் அஞ்சல், வேலூர் மாவட்டம். 2) ராஜ் கசைக்குத்தியம் கிராமம், இலத்தேரி அஞ்சல், வேலூர் மாவட்டம். 3) கே. பாபு காளாம்பட்டு மேட்டூர் கிராமம், காளாம்பட்டு அஞ்சல், வேலூர் மாவட்டம். 4) தமிழ்ச்செல்வம் அன்னங்குடி கிராமம் (ம) அஞ்சல், வேலூர் மாவட்டம். 5) ஜீவானந்தம் பள்ளிகாண்கலை கிராமம், மாளியப்பட்டு அஞ்சல், வேலூர் மாவட்டம்.	[5, 459, 403, 553]
section	[830, 655, 1228, 828]
organizer-text: அமைப்பாளர் - எஸ். ராஜேஷ்குமார் எண். 1/81, பழைய அஞ்சல் தெரு, மேல் ஆலத்தூர் கிராமம் (ம) அஞ்சல், குடியாத்தம் வட்டம், வேலூர் மாவட்டம்.	[5, 1074, 403, 1103]
section-title: வாலாஜா மேற்கு ஒன்றியம்	[520, 852, 713, 870]
organizer-text: அமைப்பாளர் - டி. பாலாஜி மாரியம்மன் கோயில் தெரு, அரங்கல்துருகம் அஞ்சல், ஆம்பூர் தாலுக்கா, திருப்பத்தூர் - 635811	[1243, 1608, 1641, 1637]
section-title: சோலையார்பேட்டை கிழக்கு ஒன்றியம்	[1304, 170, 1580, 188]
section-title: கணியம்பாடி தெற்கு ஒன்றியம்	[508, 689, 725, 708]
section	[830, 7, 1228, 180]
organizer-text: அமைப்பாளர் - ரா. மகேந்திரன் தக்காம்பாளையம், வாலாஜா, வேலூர் மாவட்டம்.	[417, 877, 816, 906]
section-title: கந்திலி மேற்கு ஒன்றியம்	[941, 1192, 1118, 1210]
section	[1243, 527, 1641, 683]
section-title: பள்ளிகொண்டா பேரூர்	[534, 1567, 699, 1585]
organizer-text: அமைப்பாளர் - வி. ராஜேந்திரன் 29, கெம்பராஜபுரம் 2-வது மெயின் ரோடு, திருவலம், வேலூர் மாவட்டம்.	[417, 1429, 816, 1459]
section	[417, 1696, 816, 1836]
deputy-organizers-text: துணை அமைப்பாளர்கள் - 1) டி.சி. காசிநாதன் இராஜா கோயில் கிராமம், சேந்தவாரம் அஞ்சல், குடியாத்தம், வேலூர் மாவட்டம். 2) ஆர். பிரகாஷ் வரதராஜப்புலி கிராமம், வரதராஜப்புலி அஞ்சல், குடியாத்தம், வேலூர் மாவட்டம். 3) தெ. சந்திரபாலூர், காவனூர் அஞ்சல், குடியாத்தம், வேலூர் மாவட்டம். 4) எம். நேத்தாஜி முருகிவாரி, கல்லப்பாடி, குடியாத்தம், வேலூர் மாவட்டம். 5) தே.ஆர். துளசிராமன் அரிகாளம்பிலியி கிராமம், டி.பி. பாளையம், குடியாத்தம், வேலூர் மாவட்டம்.	[5, 929, 403, 1041]
section-title: கந்திலி மத்திய ஒன்றியம்	[940, 1370, 1118, 1388]
column-1	[5, 3, 403, 2268]
section-title: குடியாத்தம் கிழக்கு ஒன்றியம்	[98, 1049, 309, 1067]
section-title: மாதனூர் மேற்கு ஒன்றியம்	[1348, 1583, 1536, 1601]
section	[5, 1244, 403, 1449]
deputy-organizers-text: துணை அமைப்பாளர்கள் - 1) சி. கிருஷ்ணன் 1, திம்ராஜபுரம் கோவில் தெரு, கெம்பராஜபுரம், திருவலம், வேலூர் மாவட்டம். 2) அ. கிருஷ்ணன் 13, சக்கரபாணி பிள்ளை தெரு, கெம்பராஜபுரம், திருவலம், வேலூர் மாவட்டம். 3) எம். ராஜி 23, ஆட்டோ ஸ்டாண்ட் தெரு, கெம்பராஜபுரம், திருவலம், வேலூர் மாவட்டம். 4) ஏ. சுரேந்தர் 74, கெம்பராஜபுரம் 1-வது மெயின் ரோடு, திருவலம், வேலூர் மாவட்டம்.	[417, 1464, 816, 1559]
section	[1243, 1583, 1641, 1723]
organizer-text: அமைப்பாளர் - கி. ரமேஷ் ராஜவீதி, பெரியாங்குப்பம், திருப்பத்தூர்.	[1264, 1478, 1604, 1491]
deputy-organizers-text: துணை அமைப்பாளர்கள் - 1) ச. புண்ணியகோடி பிள்ளையார் கோவில் தெரு, புதிய அக்ரஹாரம், வேலூர் மாவட்டம். 2) நடராஜன் கீழ்மாண்ரி, வாலாஜா, வேலூர் மாவட்டம். 3) ராஜேந்திரன் வாணியநக தெரு, வாலாஜா, வேலூர் மாவட்டம். 4) குப்புசாமி நெல்லிக்குப்பம் மோட்டூர், முகுந்தராயபுரம், வேலூர் மாவட்டம். 5) சோ. சிவகுமார் ஏரி தெரு, சீகோன் குடியிருப்பு, வேலூர் மாவட்டம்.	[417, 911, 816, 1006]
section	[1243, 7, 1641, 163]
organizer-text: அமைப்பாளர் - பி.எம். நரசிம்மன் பெருமாள்குப்பம் கிராமம் (ம) அஞ்சல், காட்பாடி தாலுக்கா, வேலூர் மாவட்டம் - 632520.	[5, 229, 403, 259]
column-2	[417, 3, 816, 2268]
